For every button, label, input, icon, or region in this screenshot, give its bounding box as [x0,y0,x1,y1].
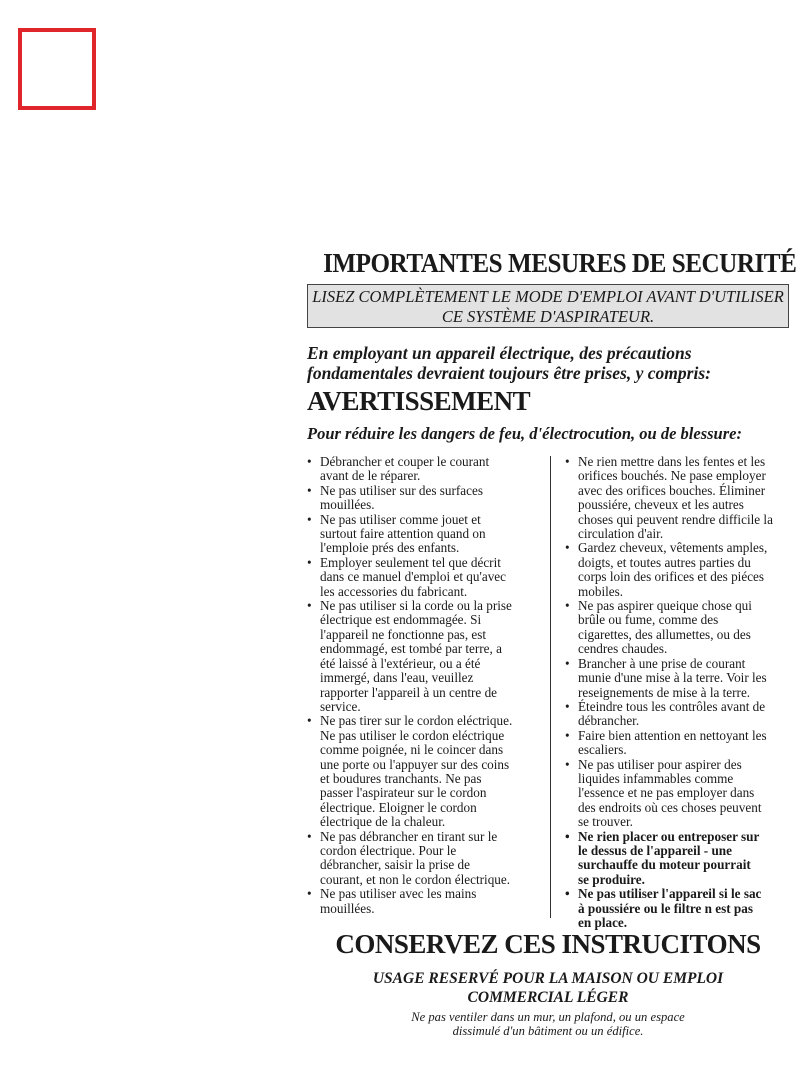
warning-subheading: Pour réduire les dangers de feu, d'électrocution, ou de blessure: [307,424,742,443]
corner-marker-box [18,28,96,110]
intro-line-1: En employant un appareil électrique, des précautions [307,343,692,363]
list-item: • Ne pas utiliser comme jouet et surtout faire attention quand on l'emploie prés des enfants. [306,513,542,556]
usage-line-2: COMMERCIAL LÉGER [467,989,629,1006]
warning-heading: AVERTISSEMENT [307,386,531,416]
usage-line-1: USAGE RESERVÉ POUR LA MAISON OU EMPLOI [372,970,724,987]
list-item: • Ne pas utiliser avec les mains mouillées. [306,887,542,916]
list-item: • Gardez cheveux, vêtements amples, doigts, et toutes autres parties du corps loin des orifices et des piéces mobiles. [564,541,790,599]
list-item: • Ne pas tirer sur le cordon eléctrique. Ne pas utiliser le cordon eléctrique comme poignée, ni le coincer dans une porte ou l'appuyer sur des coins et boudures tranchants. Ne pas passer l'aspirateur sur le cordon électrique. Eloigner le cordon électrique de la chaleur. [306,714,542,829]
list-item: • Ne pas aspirer queique chose qui brûle ou fume, comme des cigarettes, des allumettes, ou des cendres chaudes. [564,599,790,657]
list-item-bold: • Ne pas utiliser l'appareil si le sac à poussiére ou le filtre n est pas en place. [564,887,790,930]
usage-notice [306,969,790,1007]
list-item: • Débrancher et couper le courant avant de le réparer. [306,455,542,484]
column-divider [550,456,551,918]
safety-list-right [564,455,790,930]
note-line-2: dissimulé d'un bâtiment ou un édifice. [452,1023,644,1038]
safety-list-left [306,455,542,916]
page-title: IMPORTANTES MESURES DE SECURITÉ [323,248,797,278]
ventilation-note [306,1011,790,1038]
keep-instructions-heading: CONSERVEZ CES INSTRUCITONS [335,929,761,959]
note-line-1: Ne pas ventiler dans un mur, un plafond, ou un espace [411,1010,685,1024]
list-item: • Ne rien mettre dans les fentes et les orifices bouchés. Ne pase employer avec des orifices bouches. Éliminer poussiére, cheveux et les autres choses qui peuvent rendre difficile la circulation d'air. [564,455,790,541]
list-item-bold: • Ne rien placer ou entreposer sur le dessus de l'appareil - une surchauffe du moteur pourrait se produire. [564,830,790,888]
banner-line-2: CE SYSTÈME D'ASPIRATEUR. [441,307,655,326]
list-item: • Ne pas utiliser sur des surfaces mouillées. [306,484,542,513]
read-instructions-banner [307,284,789,328]
list-item: • Ne pas utiliser si la corde ou la prise électrique est endommagée. Si l'appareil ne fonctionne pas, est endommagé, est tombé par terre, a été laissé à l'extérieur, ou a été immergé, dans l'eau, veuillez rapporter l'appareil à un centre de service. [306,599,542,714]
banner-line-1: LISEZ COMPLÈTEMENT LE MODE D'EMPLOI AVANT D'UTILISER [312,287,784,306]
list-item: • Ne pas utiliser pour aspirer des liquides infammables comme l'essence et ne pas employer dans des endroits où ces choses peuvent se trouver. [564,758,790,830]
list-item: • Employer seulement tel que décrit dans ce manuel d'emploi et qu'avec les accessories du fabricant. [306,556,542,599]
intro-text [307,343,787,383]
list-item: • Brancher à une prise de courant munie d'une mise à la terre. Voir les reseignements de mise à la terre. [564,657,790,700]
list-item: • Éteindre tous les contrôles avant de débrancher. [564,700,790,729]
list-item: • Ne pas débrancher en tirant sur le cordon électrique. Pour le débrancher, saisir la prise de courant, et non le cordon électrique. [306,830,542,888]
list-item: • Faire bien attention en nettoyant les escaliers. [564,729,790,758]
intro-line-2: fondamentales devraient toujours être prises, y compris: [307,363,711,383]
